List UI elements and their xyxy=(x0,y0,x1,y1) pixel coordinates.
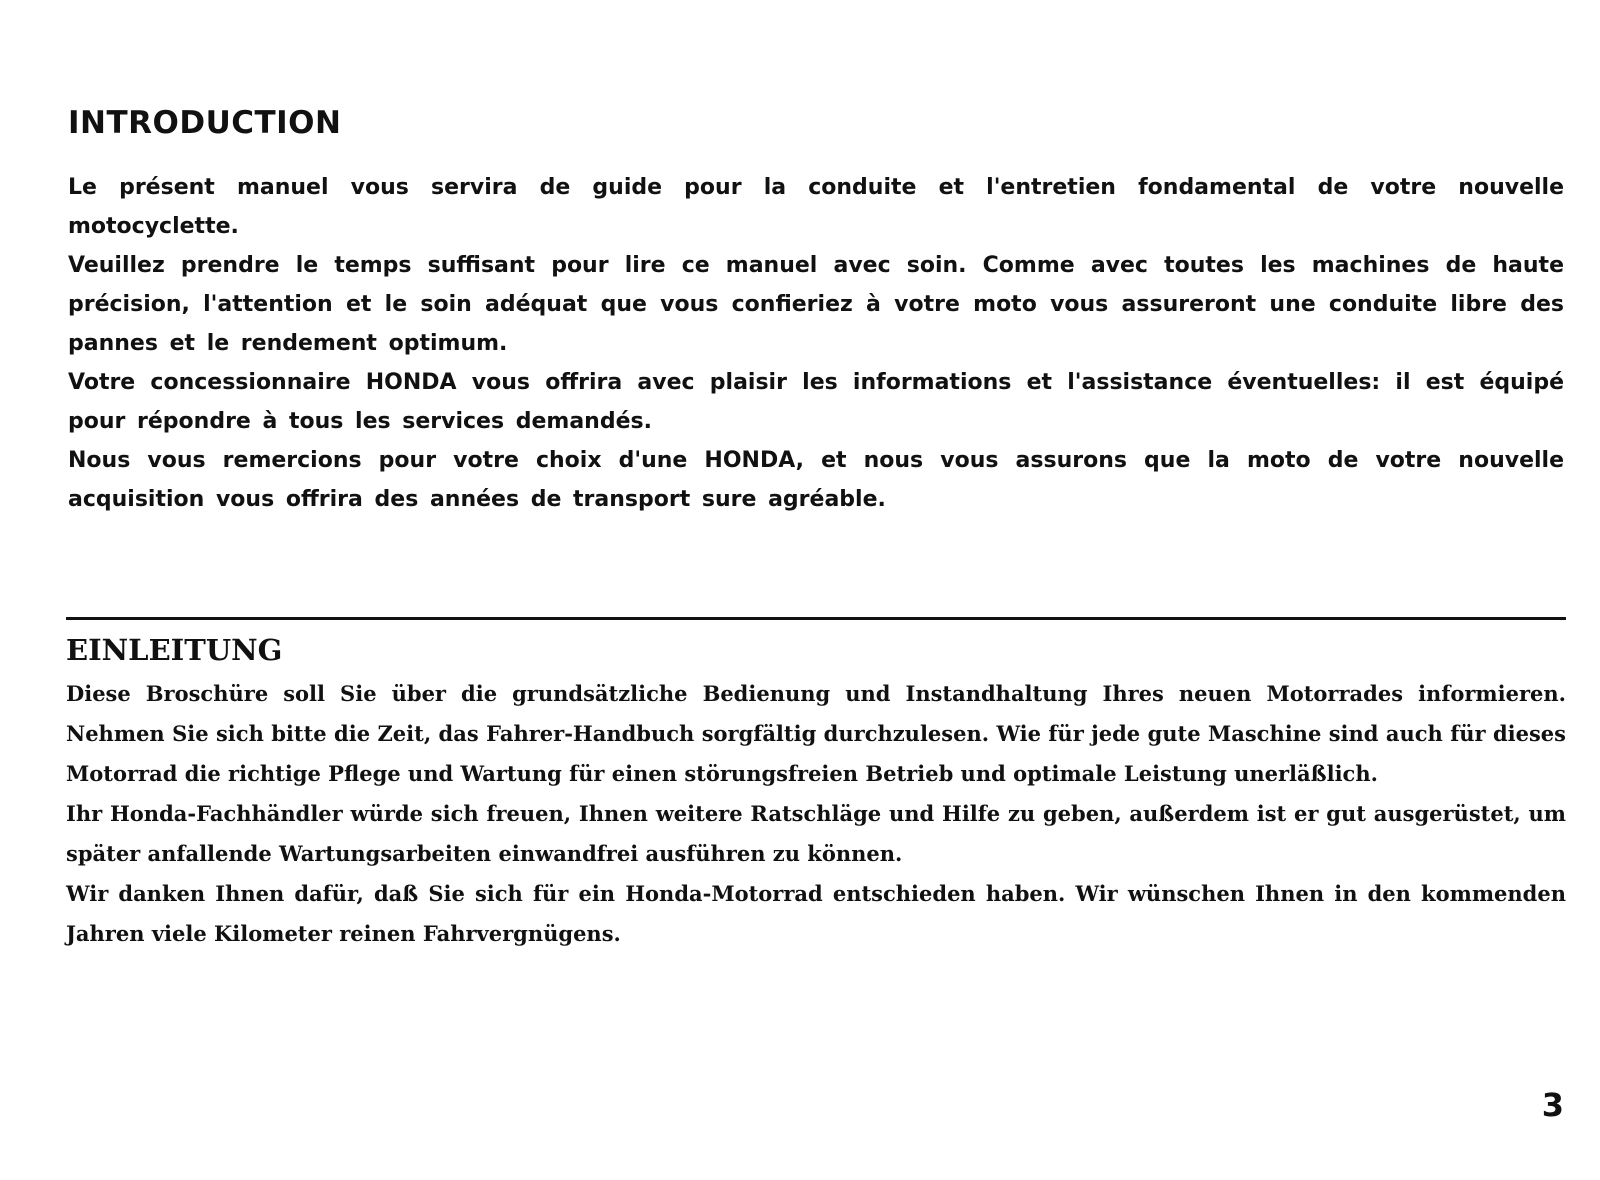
french-paragraph-4: Nous vous remercions pour votre choix d'une HONDA, et nous vous assurons que la moto de votre nouvelle acquisition vous offrira des années de transport sure agréable. xyxy=(68,448,1564,512)
german-paragraph-3: Wir danken Ihnen dafür, daß Sie sich für ein Honda-Motorrad entschieden haben. Wir wünschen Ihnen in den kommenden Jahren viele Kilometer reinen Fahrvergnügens. xyxy=(66,881,1566,946)
french-introduction-section xyxy=(68,104,1564,519)
french-paragraph-1: Le présent manuel vous servira de guide pour la conduite et l'entretien fondamental de votre nouvelle motocyclette. xyxy=(68,175,1564,239)
german-introduction-section xyxy=(66,630,1566,954)
french-paragraph-2: Veuillez prendre le temps suffisant pour lire ce manuel avec soin. Comme avec toutes les machines de haute précision, l'attention et le soin adéquat que vous confieriez à votre moto vous assureront une conduite libre des pannes et le rendement optimum. xyxy=(68,253,1564,356)
french-heading: INTRODUCTION xyxy=(68,105,342,141)
section-divider xyxy=(66,617,1566,620)
german-paragraph-2: Ihr Honda-Fachhändler würde sich freuen, Ihnen weitere Ratschläge und Hilfe zu geben, außerdem ist er gut ausgerüstet, um später anfallende Wartungsarbeiten einwandfrei ausführen zu können. xyxy=(66,801,1566,866)
german-paragraph-1: Diese Broschüre soll Sie über die grundsätzliche Bedienung und Instandhaltung Ihres neuen Motorrades informieren. Nehmen Sie sich bitte die Zeit, das Fahrer-Handbuch sorgfältig durchzulesen. Wie für jede gute Maschine sind auch für dieses Motorrad die richtige Pflege und Wartung für einen störungsfreien Betrieb und optimale Leistung unerläßlich. xyxy=(66,681,1566,786)
german-heading: EINLEITUNG xyxy=(66,633,283,667)
french-paragraph-3: Votre concessionnaire HONDA vous offrira avec plaisir les informations et l'assistance éventuelles: il est équipé pour répondre à tous les services demandés. xyxy=(68,370,1564,434)
page-number: 3 xyxy=(1541,1086,1564,1124)
